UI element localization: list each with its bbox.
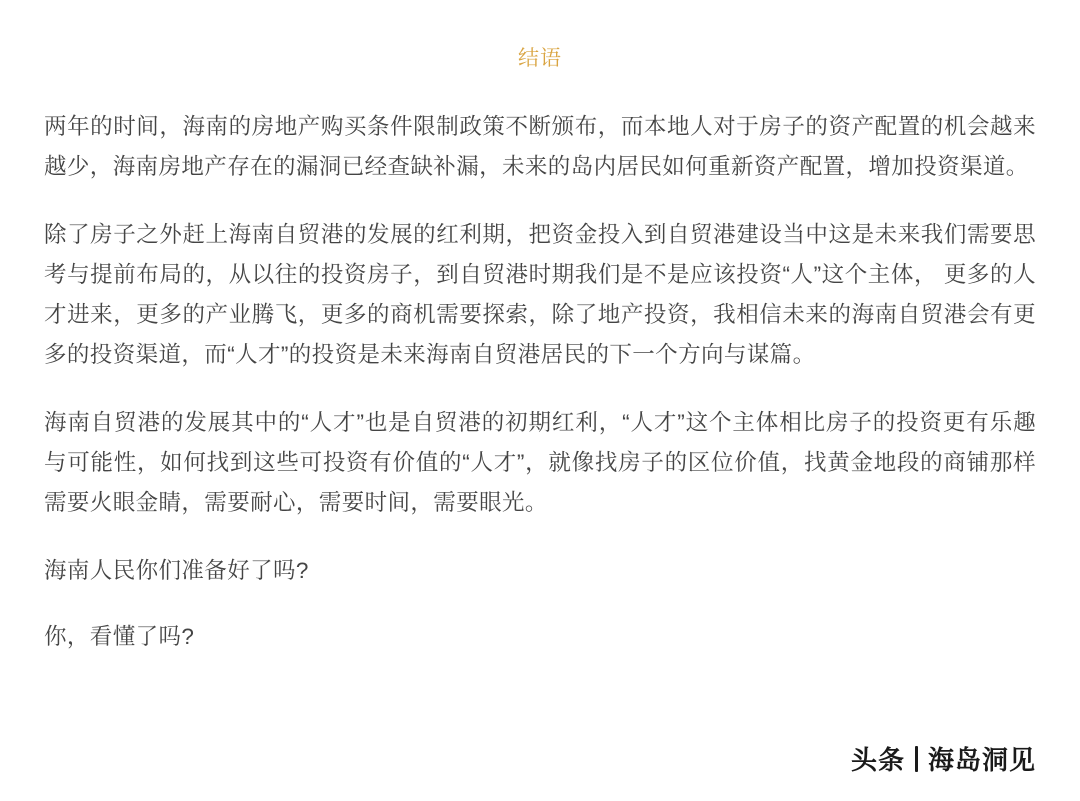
paragraph: 海南人民你们准备好了吗? <box>44 558 309 584</box>
toutiao-logo: 头条 <box>850 745 905 775</box>
paragraph: 海南自贸港的发展其中的“人才”也是自贸港的初期红利，“人才”这个主体相比房子的投资更有乐趣与可能性，如何找到这些可投资有价值的“人才”，就像找房子的区位价值，找黄金地段的商铺那样需要火眼金睛，需要耐心，需要时间，需要眼光。 <box>44 410 1036 516</box>
watermark-author-name: 海岛洞见 <box>927 745 1036 775</box>
paragraph: 你，看懂了吗? <box>44 624 195 650</box>
article-heading: 结语 <box>518 47 562 70</box>
watermark <box>851 740 1036 777</box>
paragraph: 除了房子之外赶上海南自贸港的发展的红利期，把资金投入到自贸港建设当中这是未来我们需要思考与提前布局的，从以往的投资房子，到自贸港时期我们是不是应该投资“人”这个主体， 更多的人才进来，更多的产业腾飞，更多的商机需要探索，除了地产投资，我相信未来的海南自贸港会有更多的投资渠道，而“人才”的投资是未来海南自贸港居民的下一个方向与谋篇。 <box>44 222 1036 368</box>
paragraph: 两年的时间，海南的房地产购买条件限制政策不断颁布，而本地人对于房子的资产配置的机会越来越少，海南房地产存在的漏洞已经查缺补漏，未来的岛内居民如何重新资产配置，增加投资渠道。 <box>44 114 1036 180</box>
watermark-divider-icon <box>915 746 918 772</box>
article-body <box>44 107 1036 657</box>
